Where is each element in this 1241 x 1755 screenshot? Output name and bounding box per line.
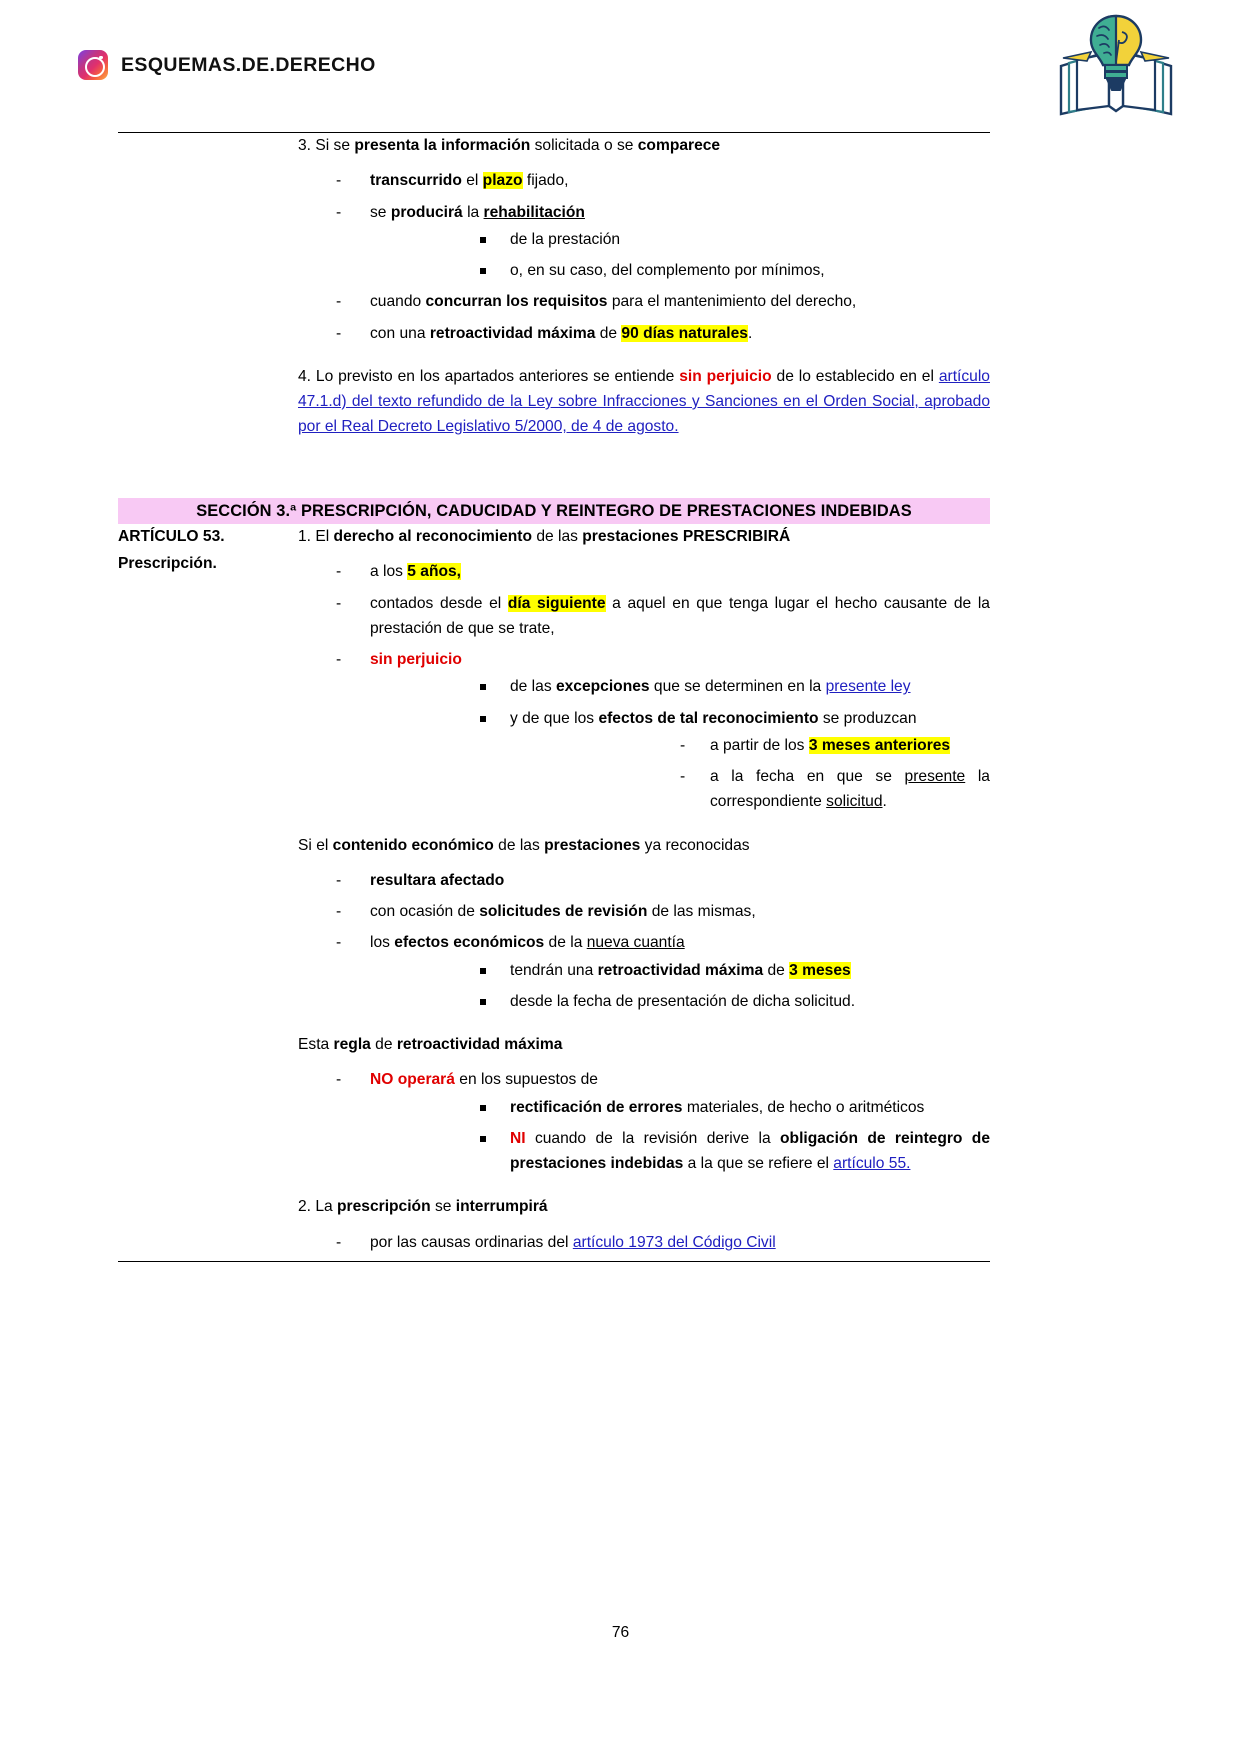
- text-fragment: .: [882, 793, 887, 811]
- bold-fragment: efectos de tal reconocimiento: [598, 709, 819, 727]
- text-fragment: de: [595, 324, 622, 342]
- bold-fragment: retroactividad máxima: [396, 1036, 563, 1054]
- article-label-cell: [118, 524, 298, 1261]
- text-fragment: Esta: [298, 1036, 334, 1054]
- text-fragment: por las causas ordinarias del: [370, 1233, 573, 1251]
- article-body-cell: [298, 524, 990, 1261]
- emphasis-fragment: sin perjuicio: [370, 651, 462, 669]
- bold-fragment: retroactividad máxima: [597, 961, 764, 979]
- text-fragment: a la fecha en que se: [710, 768, 905, 786]
- page-number: 76: [611, 1624, 630, 1641]
- article-body-cell: [298, 133, 990, 498]
- text-fragment: Si el: [298, 836, 333, 854]
- bold-fragment: prestaciones PRESCRIBIRÁ: [582, 528, 791, 546]
- bullet-list-level2: [370, 1095, 990, 1177]
- text-fragment: con una: [370, 324, 430, 342]
- lightbulb-brain-book-logo: [1057, 8, 1175, 125]
- bullet-list-level1: [298, 1067, 990, 1176]
- list-item: o, en su caso, del complemento por mínimos,: [370, 258, 990, 283]
- text-fragment: con ocasión de: [370, 903, 480, 921]
- underline-fragment: presente: [904, 768, 966, 786]
- bold-fragment: excepciones: [555, 678, 650, 696]
- text-fragment: cuando de la revisión derive la: [525, 1129, 781, 1147]
- bullet-list-level2: [370, 958, 990, 1015]
- list-item: [298, 930, 990, 1014]
- text-fragment: a la que se refiere el: [683, 1155, 834, 1173]
- text-fragment: de lo establecido en el: [771, 367, 939, 385]
- bold-fragment: contenido económico: [332, 836, 494, 854]
- bullet-list-level1: [298, 168, 990, 346]
- legal-reference-link[interactable]: artículo 47.1.d) del texto refundido de la Ley sobre Infracciones y Sanciones en el Orden Social, aprobado por el Real Decreto Legislativo 5/2000, de 4 de agosto.: [298, 367, 990, 436]
- bold-fragment: rectificación de errores: [510, 1098, 683, 1116]
- bullet-list-level2: [370, 227, 990, 284]
- text-fragment: tendrán una: [510, 961, 598, 979]
- text-fragment: los: [370, 934, 395, 952]
- list-item: [370, 706, 990, 815]
- highlight-fragment: plazo: [482, 172, 523, 190]
- instagram-icon: [78, 50, 108, 80]
- text-fragment: .: [747, 324, 753, 342]
- highlight-fragment: día siguiente: [507, 594, 606, 612]
- text-fragment: fijado,: [522, 172, 569, 190]
- legal-reference-link[interactable]: artículo 1973 del Código Civil: [572, 1233, 776, 1251]
- list-item: [370, 1095, 990, 1120]
- text-fragment: cuando: [370, 293, 426, 311]
- text-fragment: 1. El: [298, 528, 334, 546]
- highlight-fragment: 90 días naturales: [621, 324, 748, 342]
- list-item: [298, 1230, 990, 1255]
- section-band-row: [118, 498, 990, 525]
- paragraph-2: [298, 1194, 990, 1219]
- brand-label: ESQUEMAS.DE.DERECHO: [121, 53, 376, 76]
- text-fragment: a los: [370, 563, 408, 581]
- bold-fragment: transcurrido: [370, 172, 462, 190]
- highlight-fragment: 5 años,: [407, 563, 462, 581]
- text-fragment: de las: [493, 836, 545, 854]
- text-fragment: que se determinen en la: [649, 678, 826, 696]
- text-fragment: en los supuestos de: [454, 1071, 598, 1089]
- bold-fragment: prescripción: [337, 1198, 431, 1216]
- bold-fragment: regla: [333, 1036, 371, 1054]
- text-fragment: a partir de los: [710, 736, 809, 754]
- list-item: [298, 289, 990, 314]
- legal-reference-link[interactable]: artículo 55.: [833, 1155, 911, 1173]
- text-fragment: 3. Si se: [298, 137, 355, 154]
- emphasis-fragment: NI: [510, 1129, 526, 1147]
- paragraph-contenido: [298, 833, 990, 858]
- paragraph-3: [298, 133, 990, 158]
- text-fragment: de las: [510, 678, 556, 696]
- text-fragment: de: [370, 1036, 397, 1054]
- list-item: [298, 559, 990, 584]
- list-item: desde la fecha de presentación de dicha solicitud.: [370, 989, 990, 1014]
- table-row: [118, 133, 990, 498]
- text-fragment: la: [462, 203, 484, 221]
- bold-fragment: comparece: [637, 137, 721, 154]
- list-item: [298, 321, 990, 346]
- list-item: de la prestación: [370, 227, 990, 252]
- text-fragment: se: [430, 1198, 456, 1216]
- list-item: [298, 168, 990, 193]
- list-item: [510, 733, 990, 758]
- underline-fragment: rehabilitación: [483, 203, 585, 221]
- emphasis-fragment: NO operará: [370, 1071, 455, 1089]
- table-bottom-border: [118, 1261, 990, 1262]
- bold-fragment: concurran los requisitos: [425, 293, 608, 311]
- text-fragment: 4. Lo previsto en los apartados anteriores se entiende: [298, 367, 680, 385]
- list-item: [298, 200, 990, 284]
- bold-fragment: prestaciones: [544, 836, 641, 854]
- text-fragment: la correspondiente: [710, 768, 990, 811]
- text-fragment: solicitada o se: [530, 137, 638, 154]
- list-item: [370, 1126, 990, 1177]
- list-item: [298, 1067, 990, 1176]
- bold-fragment: interrumpirá: [455, 1198, 548, 1216]
- text-fragment: contados desde el: [370, 594, 508, 612]
- text-fragment: el: [461, 172, 483, 190]
- text-fragment: de: [763, 961, 790, 979]
- text-fragment: de las: [532, 528, 583, 546]
- text-fragment: y de que los: [510, 709, 599, 727]
- bullet-list-level2: [370, 674, 990, 814]
- text-fragment: de las mismas,: [647, 903, 756, 921]
- table-row: [118, 524, 990, 1261]
- list-item: [370, 674, 990, 699]
- article-title: Prescripción.: [118, 554, 217, 572]
- text-fragment: de la: [544, 934, 587, 952]
- text-fragment: materiales, de hecho o aritméticos: [682, 1098, 925, 1116]
- bold-fragment: efectos económicos: [394, 934, 545, 952]
- bold-fragment: solicitudes de revisión: [479, 903, 648, 921]
- bold-fragment: derecho al reconocimiento: [333, 528, 532, 546]
- list-item: [298, 899, 990, 924]
- emphasis-fragment: sin perjuicio: [679, 367, 772, 385]
- bold-fragment: resultara afectado: [370, 871, 505, 889]
- text-fragment: se produzcan: [818, 709, 917, 727]
- logo-svg: [1057, 8, 1175, 120]
- text-fragment: a aquel en que tenga lugar el hecho causante de la prestación de que se trate,: [370, 594, 990, 637]
- bold-fragment: obligación de reintegro de prestaciones indebidas: [510, 1129, 991, 1173]
- list-item: [510, 764, 990, 815]
- list-item: [298, 647, 990, 815]
- legal-reference-link[interactable]: presente ley: [825, 678, 911, 696]
- article-number: ARTÍCULO 53.: [118, 528, 225, 546]
- bold-fragment: retroactividad máxima: [429, 324, 596, 342]
- bullet-list-level3: [510, 733, 990, 815]
- highlight-fragment: 3 meses anteriores: [808, 736, 951, 754]
- paragraph-1: [298, 524, 990, 549]
- bullet-list-level1: [298, 868, 990, 1014]
- article-table: [118, 132, 990, 1261]
- text-fragment: se: [370, 203, 391, 221]
- bullet-list-level1: [298, 559, 990, 814]
- paragraph-regla: [298, 1032, 990, 1057]
- underline-fragment: solicitud: [826, 793, 883, 811]
- page-header: [0, 0, 1241, 132]
- bullet-list-level1: [298, 1230, 990, 1255]
- list-item: [370, 958, 990, 983]
- highlight-fragment: 3 meses: [789, 961, 851, 979]
- cell-spacer: [298, 444, 990, 498]
- article-label-cell: [118, 133, 298, 498]
- bold-fragment: presenta la información: [354, 137, 531, 154]
- list-item: [298, 591, 990, 642]
- text-fragment: 2. La: [298, 1198, 338, 1216]
- bold-fragment: producirá: [390, 203, 463, 221]
- text-fragment: para el mantenimiento del derecho,: [607, 293, 857, 311]
- text-fragment: ya reconocidas: [640, 836, 750, 854]
- list-item: [298, 868, 990, 893]
- paragraph-4: [298, 364, 990, 440]
- section-title: SECCIÓN 3.ª PRESCRIPCIÓN, CADUCIDAD Y REINTEGRO DE PRESTACIONES INDEBIDAS: [118, 498, 990, 525]
- brand: [78, 50, 376, 80]
- underline-fragment: nueva cuantía: [586, 934, 685, 952]
